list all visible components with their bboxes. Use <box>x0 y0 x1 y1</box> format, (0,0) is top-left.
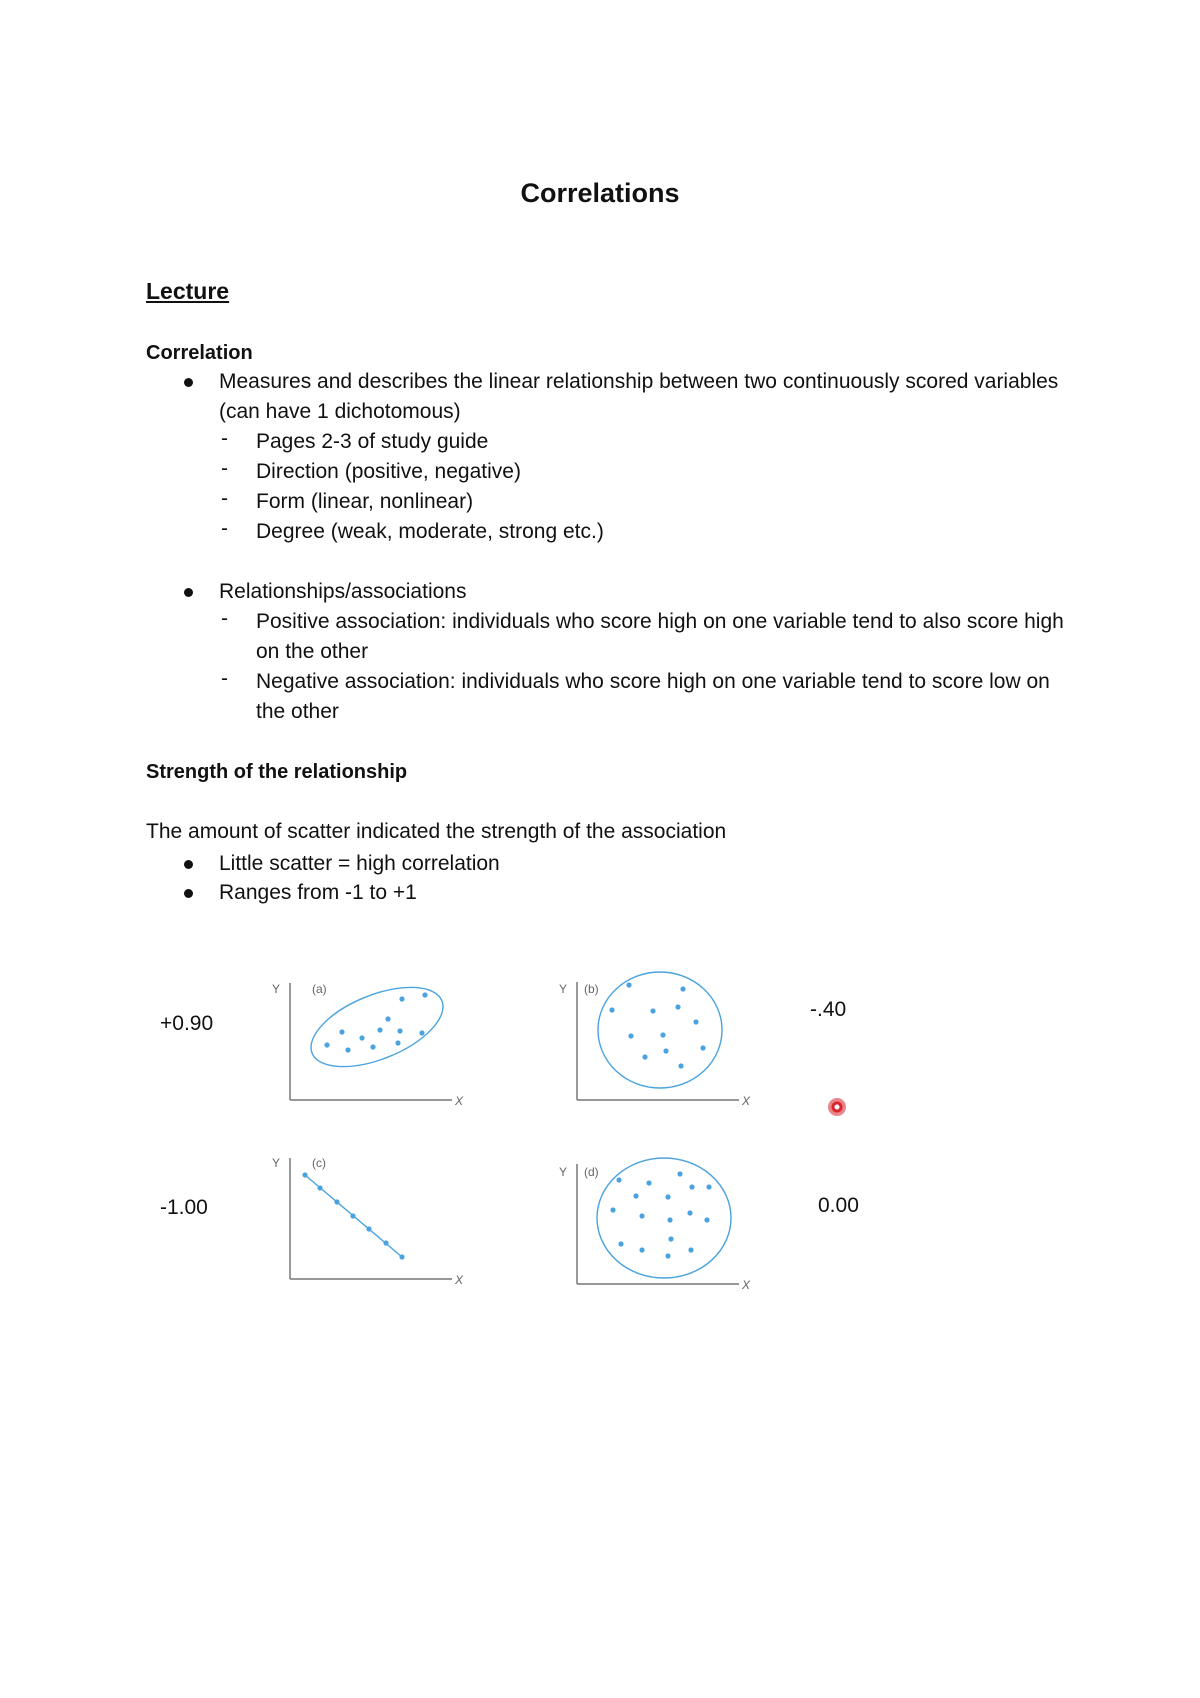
sub-degree: Degree (weak, moderate, strong etc.) <box>256 520 604 543</box>
bullet-measures: Measures and describes the linear relationship between two continuously scored variables (can have 1 dichotomous) <box>219 370 1059 423</box>
axis-y-label: Y <box>272 982 281 996</box>
correlation-heading: Correlation <box>146 342 253 364</box>
dash-mark: - <box>221 457 228 480</box>
axis-x-label: X <box>742 1278 751 1292</box>
sub-pages: Pages 2-3 of study guide <box>256 430 489 453</box>
axis-x-label: X <box>455 1094 464 1108</box>
strength-intro: The amount of scatter indicated the strength of the association <box>146 820 727 843</box>
axis-y-label: Y <box>559 1165 568 1179</box>
lecture-heading: Lecture <box>146 278 230 304</box>
scatter-panel-c <box>270 1153 470 1293</box>
bullet-dot <box>184 860 193 869</box>
axis-y-label: Y <box>559 982 568 996</box>
bullet-dot <box>184 889 193 898</box>
corr-label-c: -1.00 <box>160 1196 208 1219</box>
page-title: Correlations <box>520 178 680 208</box>
bullet-ranges: Ranges from -1 to +1 <box>219 881 417 904</box>
axis-x-label: X <box>455 1273 464 1287</box>
sub-form: Form (linear, nonlinear) <box>256 490 474 513</box>
panel-tag-a: (a) <box>312 982 327 996</box>
scatter-panel-d <box>557 1150 757 1295</box>
axis-x-label: X <box>742 1094 751 1108</box>
dash-mark: - <box>221 487 228 510</box>
scatter-panel-b <box>557 960 757 1110</box>
bullet-dot <box>184 588 193 597</box>
corr-label-b: -.40 <box>810 998 847 1021</box>
axis-y-label: Y <box>272 1156 281 1170</box>
strength-heading: Strength of the relationship <box>146 761 408 783</box>
dash-mark: - <box>221 517 228 540</box>
corr-label-d: 0.00 <box>818 1194 859 1217</box>
recording-indicator-icon <box>828 1098 846 1116</box>
panel-tag-b: (b) <box>584 982 599 996</box>
bullet-relationships: Relationships/associations <box>219 580 467 603</box>
scatter-panel-a <box>270 975 470 1110</box>
sub-positive-association: Positive association: individuals who score high on one variable tend to also score high on the other <box>256 610 1064 663</box>
bullet-little-scatter: Little scatter = high correlation <box>219 852 500 875</box>
dash-mark: - <box>221 667 228 690</box>
sub-direction: Direction (positive, negative) <box>256 460 521 483</box>
dash-mark: - <box>221 607 228 630</box>
sub-negative-association: Negative association: individuals who score high on one variable tend to score low on the other <box>256 670 1050 723</box>
panel-tag-d: (d) <box>584 1165 599 1179</box>
panel-tag-c: (c) <box>312 1156 326 1170</box>
corr-label-a: +0.90 <box>160 1012 214 1035</box>
bullet-dot <box>184 378 193 387</box>
dash-mark: - <box>221 427 228 450</box>
